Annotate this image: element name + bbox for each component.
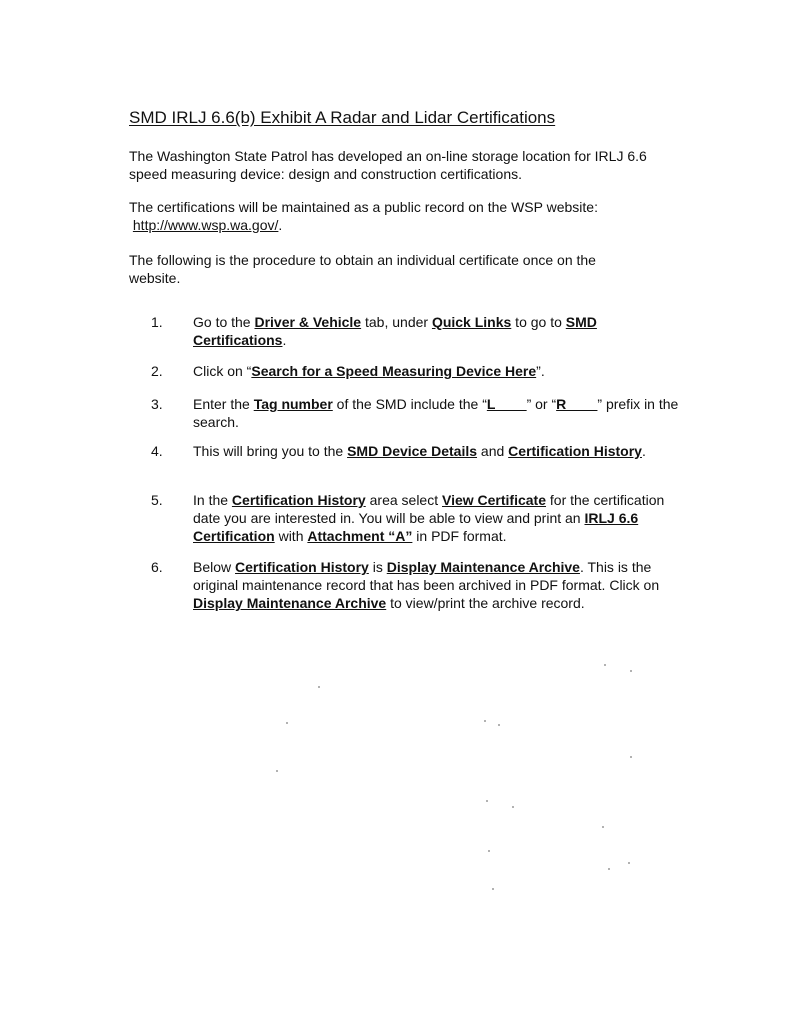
certification-history-term: Certification History [231,492,366,508]
step-number: 1. [151,314,163,330]
step-number: 5. [151,492,163,508]
step-number: 3. [151,396,163,412]
l-prefix-term: L____ [486,396,527,412]
step-text: Enter the Tag number of the SMD include the “L____” or “R____” prefix in the search. [193,396,679,430]
intro-paragraph: The Washington State Patrol has developed an on-line storage location for IRLJ 6.6 speed measuring device: design and construction certifications. [129,148,647,182]
step-number: 6. [151,559,163,575]
search-smd-term: Search for a Speed Measuring Device Here [251,363,537,379]
public-record-text: The certifications will be maintained as a public record on the WSP website: [129,199,598,215]
irlj-certification-term: IRLJ 6.6 Certification [193,510,639,544]
smd-device-details-term: SMD Device Details [347,443,478,459]
quick-links-term: Quick Links [431,314,512,330]
step-number: 4. [151,443,163,459]
certification-history-term: Certification History [235,559,369,575]
procedure-paragraph: The following is the procedure to obtain an individual certificate once on the website. [129,252,596,286]
step-text: Go to the Driver & Vehicle tab, under Quick Links to go to SMD Certifications. [193,314,597,348]
step-text: This will bring you to the SMD Device Details and Certification History. [193,443,646,459]
view-certificate-term: View Certificate [442,492,547,508]
tag-number-term: Tag number [253,396,333,412]
display-maintenance-archive-term: Display Maintenance Archive [193,595,387,611]
public-record-paragraph [129,198,649,234]
page-title: SMD IRLJ 6.6(b) Exhibit A Radar and Lidar Certifications [129,108,556,127]
step-text: In the Certification History area select View Certificate for the certification date you are interested in. You will be able to view and print an IRLJ 6.6 Certification with Attachment “A” in PDF format. [193,492,665,544]
wsp-website-link[interactable]: http://www.wsp.wa.gov/ [132,217,279,233]
driver-vehicle-tab-term: Driver & Vehicle [254,314,362,330]
smd-certifications-term: SMD Certifications [193,314,597,348]
attachment-a-term: Attachment “A” [307,528,413,544]
step-text: Click on “Search for a Speed Measuring Device Here”. [193,363,545,379]
step-text: Below Certification History is Display Maintenance Archive. This is the original maintenance record that has been archived in PDF format. Click on Display Maintenance Archive to view/print the archive record. [193,559,660,611]
r-prefix-term: R____ [556,396,598,412]
certification-history-term: Certification History [508,443,642,459]
step-number: 2. [151,363,163,379]
display-maintenance-archive-term: Display Maintenance Archive [386,559,580,575]
url-suffix: . [278,217,283,233]
